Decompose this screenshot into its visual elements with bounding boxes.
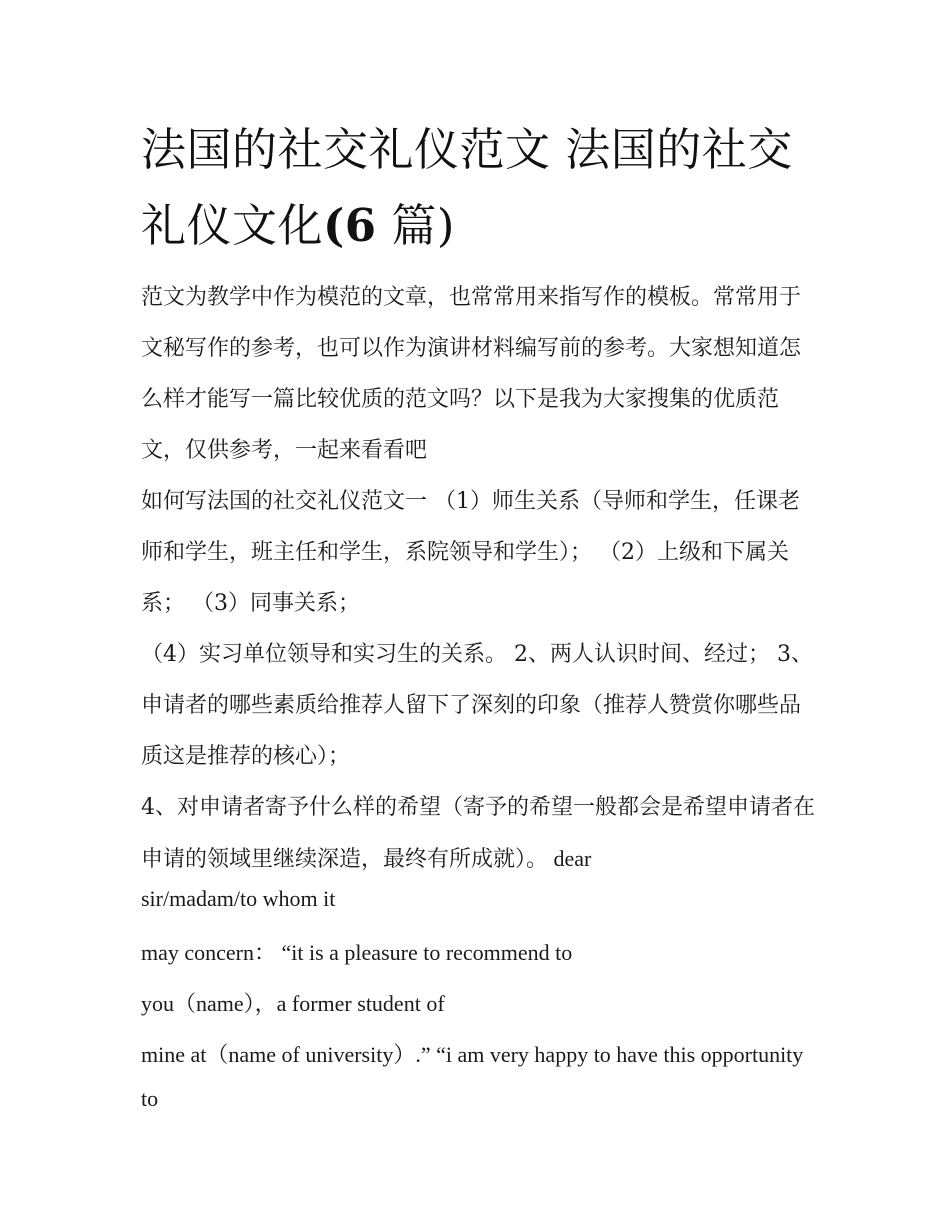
internship-paragraph: （4）实习单位领导和实习生的关系。 2、两人认识时间、经过； 3、申请者的哪些素质给推荐人留下了深刻的印象（推荐人赞赏你哪些品质这是推荐的核心）； [141,642,813,769]
relations-paragraph: 如何写法国的社交礼仪范文一 （1）师生关系（导师和学生，任课老师和学生，班主任和学生，系院领导和学生）； （2）上级和下属关系； （3）同事关系； [141,489,800,616]
hope-paragraph [141,782,821,885]
english-line-4: mine at（name of university）.” “i am very happy to have this opportunity to [141,1042,804,1111]
document-content [141,112,821,1121]
title-count: (6 [323,199,377,252]
english-line-1: sir/madam/to whom it [141,886,336,911]
hope-text-en: dear [548,846,592,871]
document-title [141,112,821,264]
title-suffix: 篇) [376,199,455,252]
english-line-2: may concern： “it is a pleasure to recommend to [141,940,573,965]
hope-text-cn: 4、对申请者寄予什么样的希望（寄予的希望一般都会是希望申请者在申请的领域里继续深造，最终有所成就）。 [141,795,815,872]
english-line-3: you（name），a former student of [141,991,445,1016]
intro-paragraph: 范文为教学中作为模范的文章，也常常用来指写作的模板。常常用于文秘写作的参考，也可以作为演讲材料编写前的参考。大家想知道怎么样才能写一篇比较优质的范文吗？以下是我为大家搜集的优质范文，仅供参考，一起来看看吧 [141,285,802,463]
title-text: 法国的社交礼仪范文 法国的社交礼仪文化 [141,123,793,252]
